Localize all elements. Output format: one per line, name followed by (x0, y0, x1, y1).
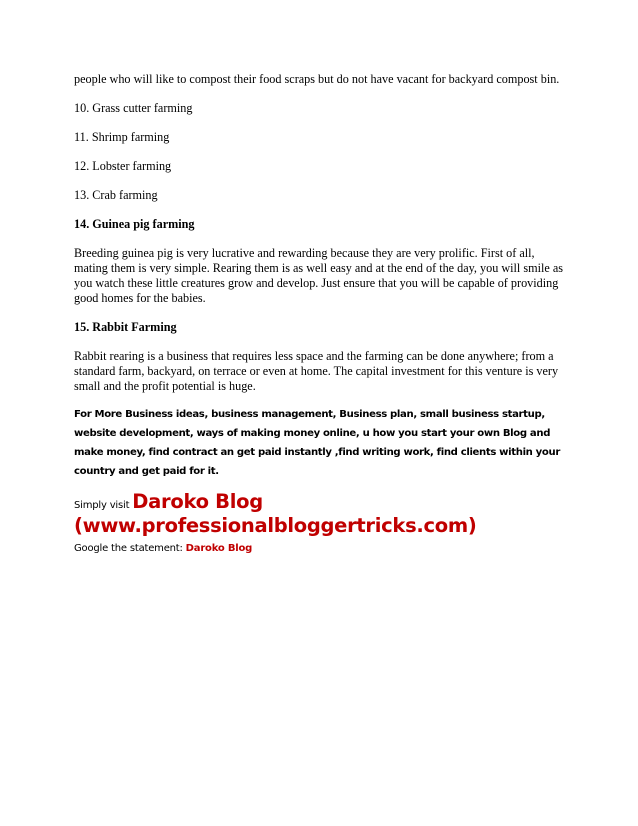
google-prefix: Google the statement: (74, 543, 186, 554)
url-line (74, 511, 570, 542)
promo-paragraph: For More Business ideas, business management, Business plan, small business startup, website development, ways of making money online, u how you start your own Blog and make money, find contract an get paid instantly ,find writing work, find clients within your country and get paid for it. (74, 409, 560, 477)
google-term: Daroko Blog (185, 543, 253, 554)
section-body-rabbit: Rabbit rearing is a business that requires less space and the farming can be done anywhere; from a standard farm, backyard, on terrace or even at home. The capital investment for this venture is very small and the profit potential is huge. (74, 349, 559, 393)
intro-paragraph: people who will like to compost their food scraps but do not have vacant for backyard compost bin. (74, 72, 560, 86)
visit-prefix: Simply visit (74, 500, 133, 511)
list-item: 13. Crab farming (74, 188, 158, 202)
list-item: 11. Shrimp farming (74, 130, 170, 144)
list-item: 12. Lobster farming (74, 159, 172, 173)
google-line (74, 543, 570, 554)
visit-line (74, 490, 570, 513)
section-body-guinea-pig: Breeding guinea pig is very lucrative and rewarding because they are very prolific. First of all, mating them is very simple. Rearing them is as well easy and at the end of the day, you will smile as you watch these little creatures grow and develop. Just ensure that you will be capable of providing good homes for the babies. (74, 246, 563, 305)
document-page (74, 72, 570, 554)
list-item: 10. Grass cutter farming (74, 101, 193, 115)
blog-url-link[interactable]: (www.professionalbloggertricks.com) (74, 514, 477, 537)
blog-name-link[interactable]: Daroko Blog (132, 490, 263, 513)
section-heading-rabbit: 15. Rabbit Farming (74, 320, 177, 334)
section-heading-guinea-pig: 14. Guinea pig farming (74, 217, 195, 231)
